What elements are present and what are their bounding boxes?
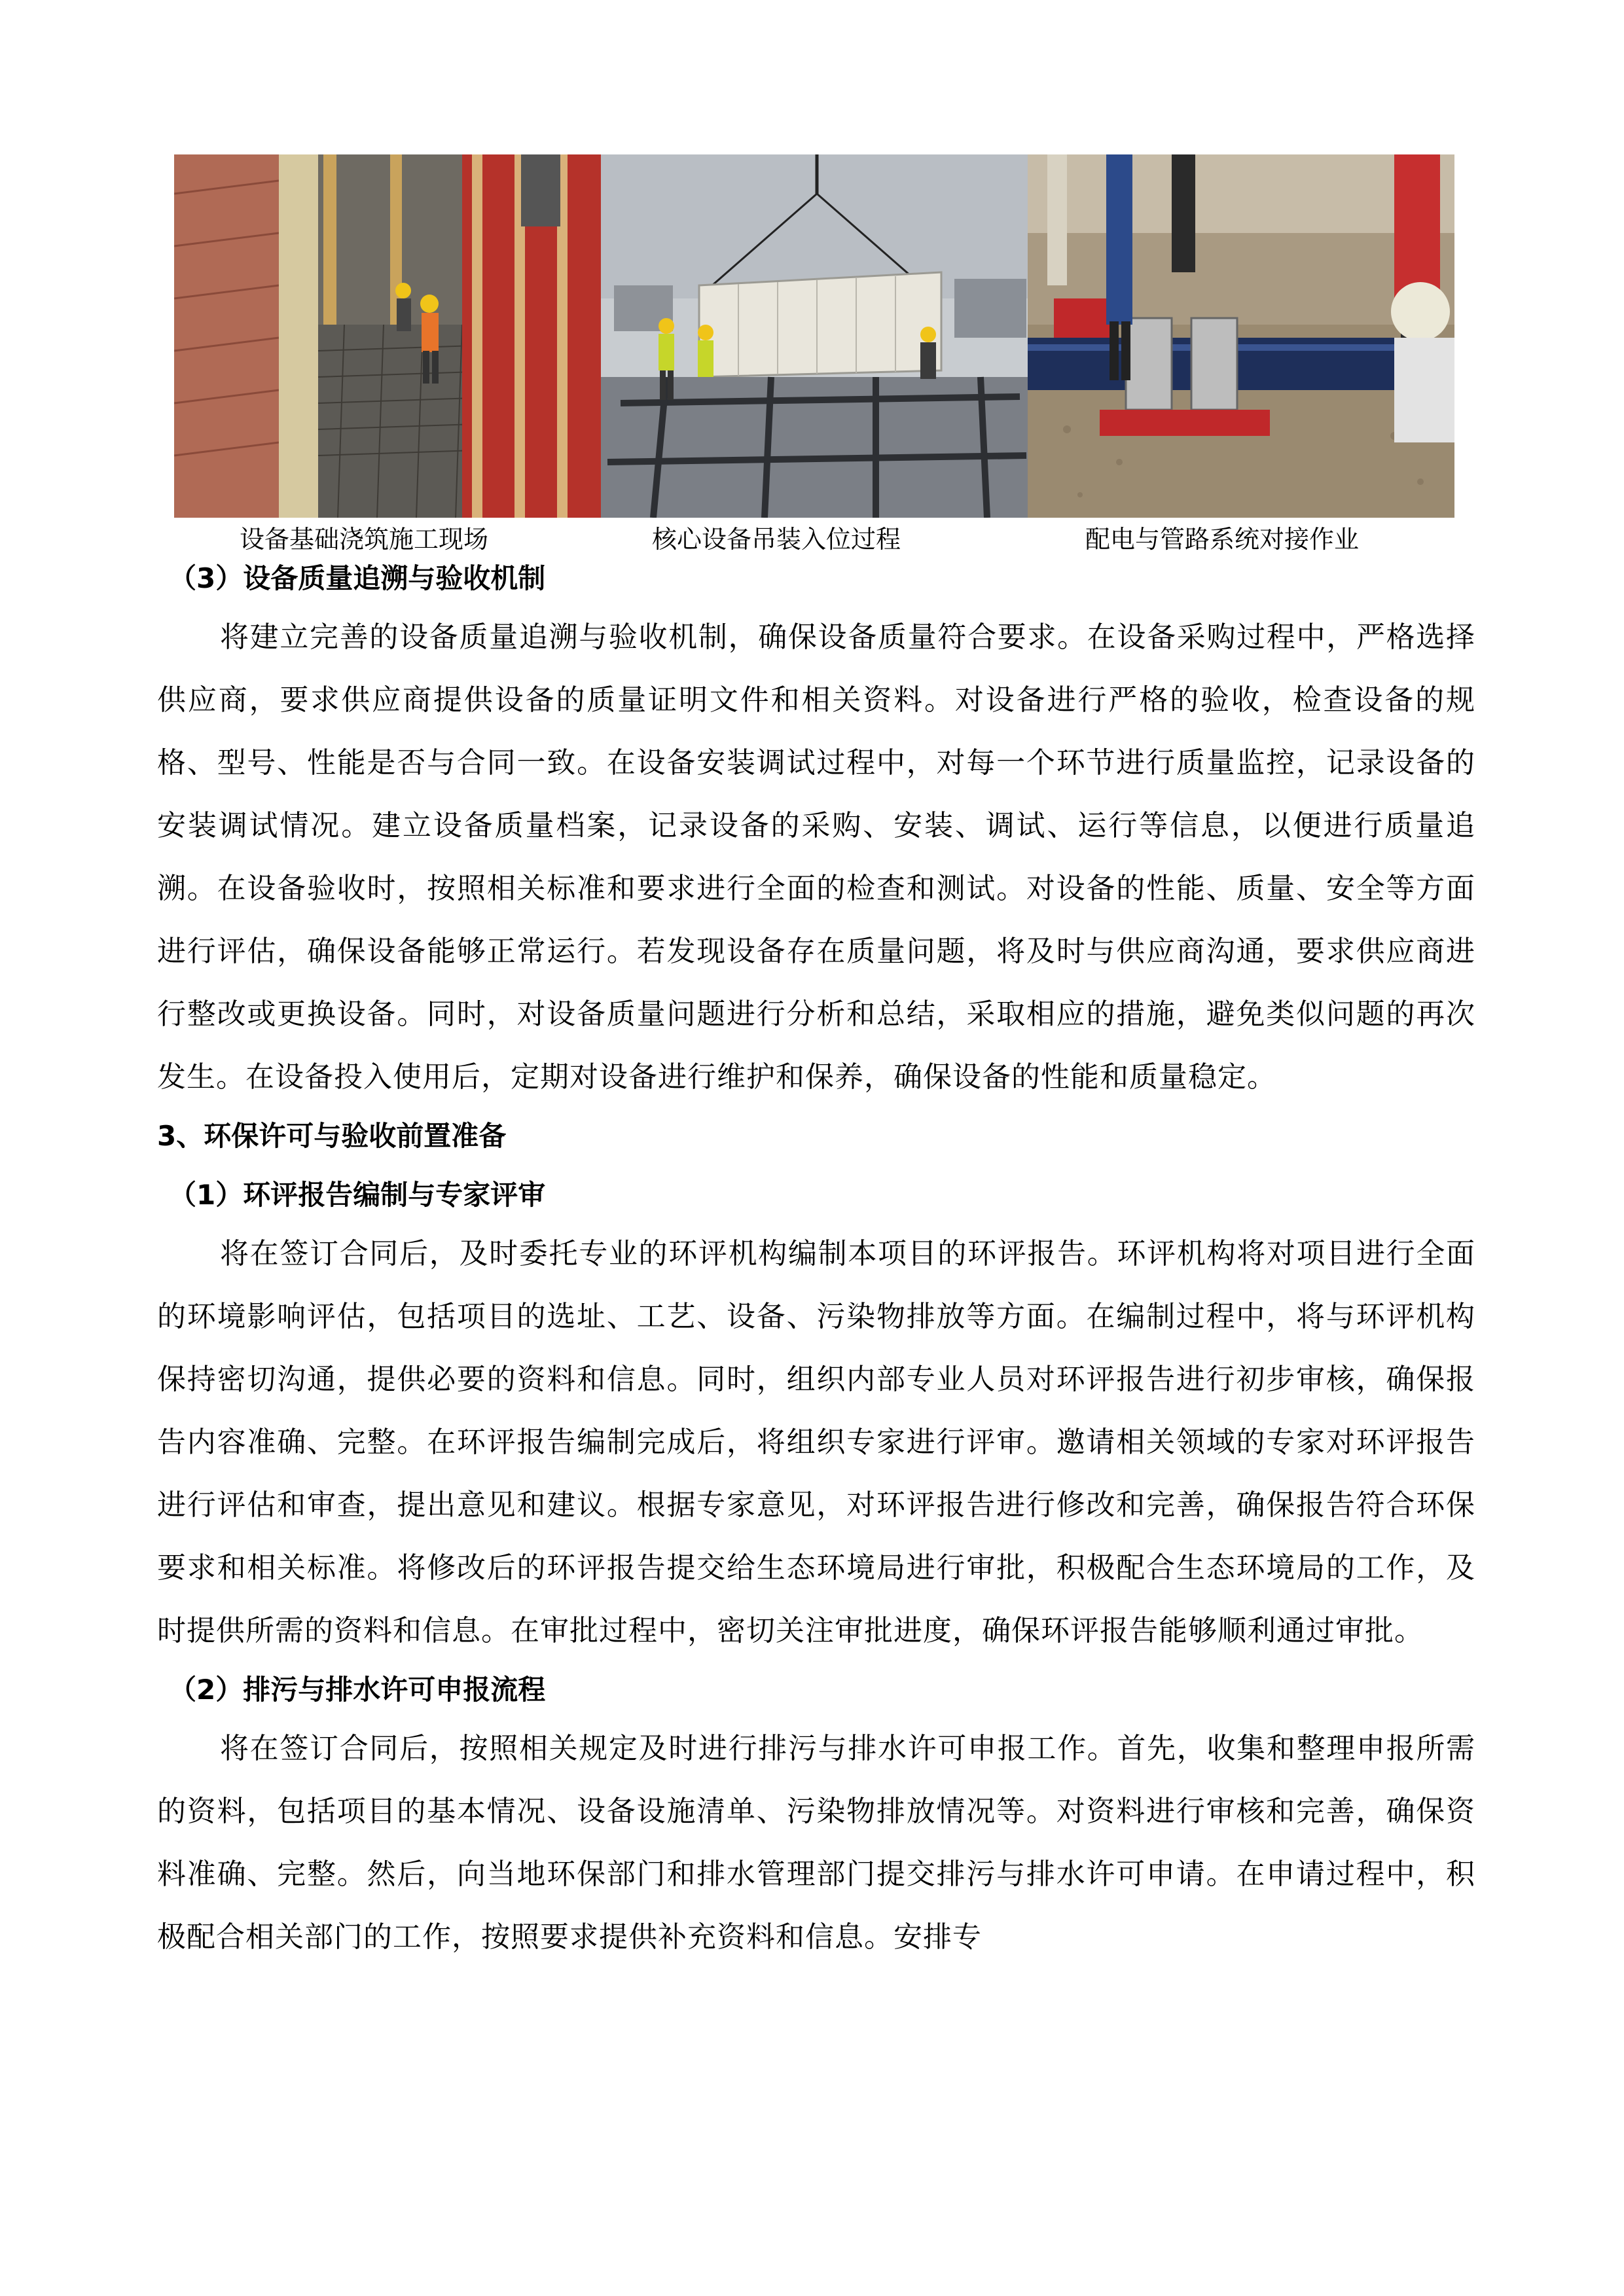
equipment-hoisting-photo (601, 154, 1028, 518)
photo-captions (174, 521, 1454, 558)
caption-foundation: 设备基础浇筑施工现场 (240, 525, 489, 554)
subsection-title-discharge-permit: （2）排污与排水许可申报流程 (169, 1674, 546, 1706)
caption-hoisting: 核心设备吊装入位过程 (652, 525, 901, 554)
photo-strip (174, 154, 1454, 518)
section-title-environmental: 3、环保许可与验收前置准备 (157, 1120, 507, 1152)
paragraph-eia: 将在签订合同后，及时委托专业的环评机构编制本项目的环评报告。环评机构将对项目进行全面的环境影响评估，包括项目的选址、工艺、设备、污染物排放等方面。在编制过程中，将与环评机构保持密切沟通，提供必要的资料和信息。同时，组织内部专业人员对环评报告进行初步审核，确保报告内容准确、完整。在环评报告编制完成后，将组织专家进行评审。邀请相关领域的专家对环评报告进行评估和审查，提出意见和建议。根据专家意见，对环评报告进行修改和完善，确保报告符合环保要求和相关标准。将修改后的环评报告提交给生态环境局进行审批，积极配合生态环境局的工作，及时提供所需的资料和信息。在审批过程中，密切关注审批进度，确保环评报告能够顺利通过审批。 (157, 1237, 1475, 1647)
document-body (157, 560, 1475, 1969)
foundation-pouring-photo (174, 154, 601, 518)
caption-pipe: 配电与管路系统对接作业 (1085, 525, 1360, 554)
subsection-title-eia: （1）环评报告编制与专家评审 (169, 1179, 546, 1211)
subsection-title-quality-tracing: （3）设备质量追溯与验收机制 (169, 562, 546, 594)
pipe-connection-photo (1028, 154, 1454, 518)
paragraph-discharge-permit: 将在签订合同后，按照相关规定及时进行排污与排水许可申报工作。首先，收集和整理申报所需的资料，包括项目的基本情况、设备设施清单、污染物排放情况等。对资料进行审核和完善，确保资料准确、完整。然后，向当地环保部门和排水管理部门提交排污与排水许可申请。在申请过程中，积极配合相关部门的工作，按照要求提供补充资料和信息。安排专 (157, 1732, 1475, 1954)
paragraph-quality-tracing: 将建立完善的设备质量追溯与验收机制，确保设备质量符合要求。在设备采购过程中，严格选择供应商，要求供应商提供设备的质量证明文件和相关资料。对设备进行严格的验收，检查设备的规格、型号、性能是否与合同一致。在设备安装调试过程中，对每一个环节进行质量监控，记录设备的安装调试情况。建立设备质量档案，记录设备的采购、安装、调试、运行等信息，以便进行质量追溯。在设备验收时，按照相关标准和要求进行全面的检查和测试。对设备的性能、质量、安全等方面进行评估，确保设备能够正常运行。若发现设备存在质量问题，将及时与供应商沟通，要求供应商进行整改或更换设备。同时，对设备质量问题进行分析和总结，采取相应的措施，避免类似问题的再次发生。在设备投入使用后，定期对设备进行维护和保养，确保设备的性能和质量稳定。 (157, 620, 1475, 1094)
